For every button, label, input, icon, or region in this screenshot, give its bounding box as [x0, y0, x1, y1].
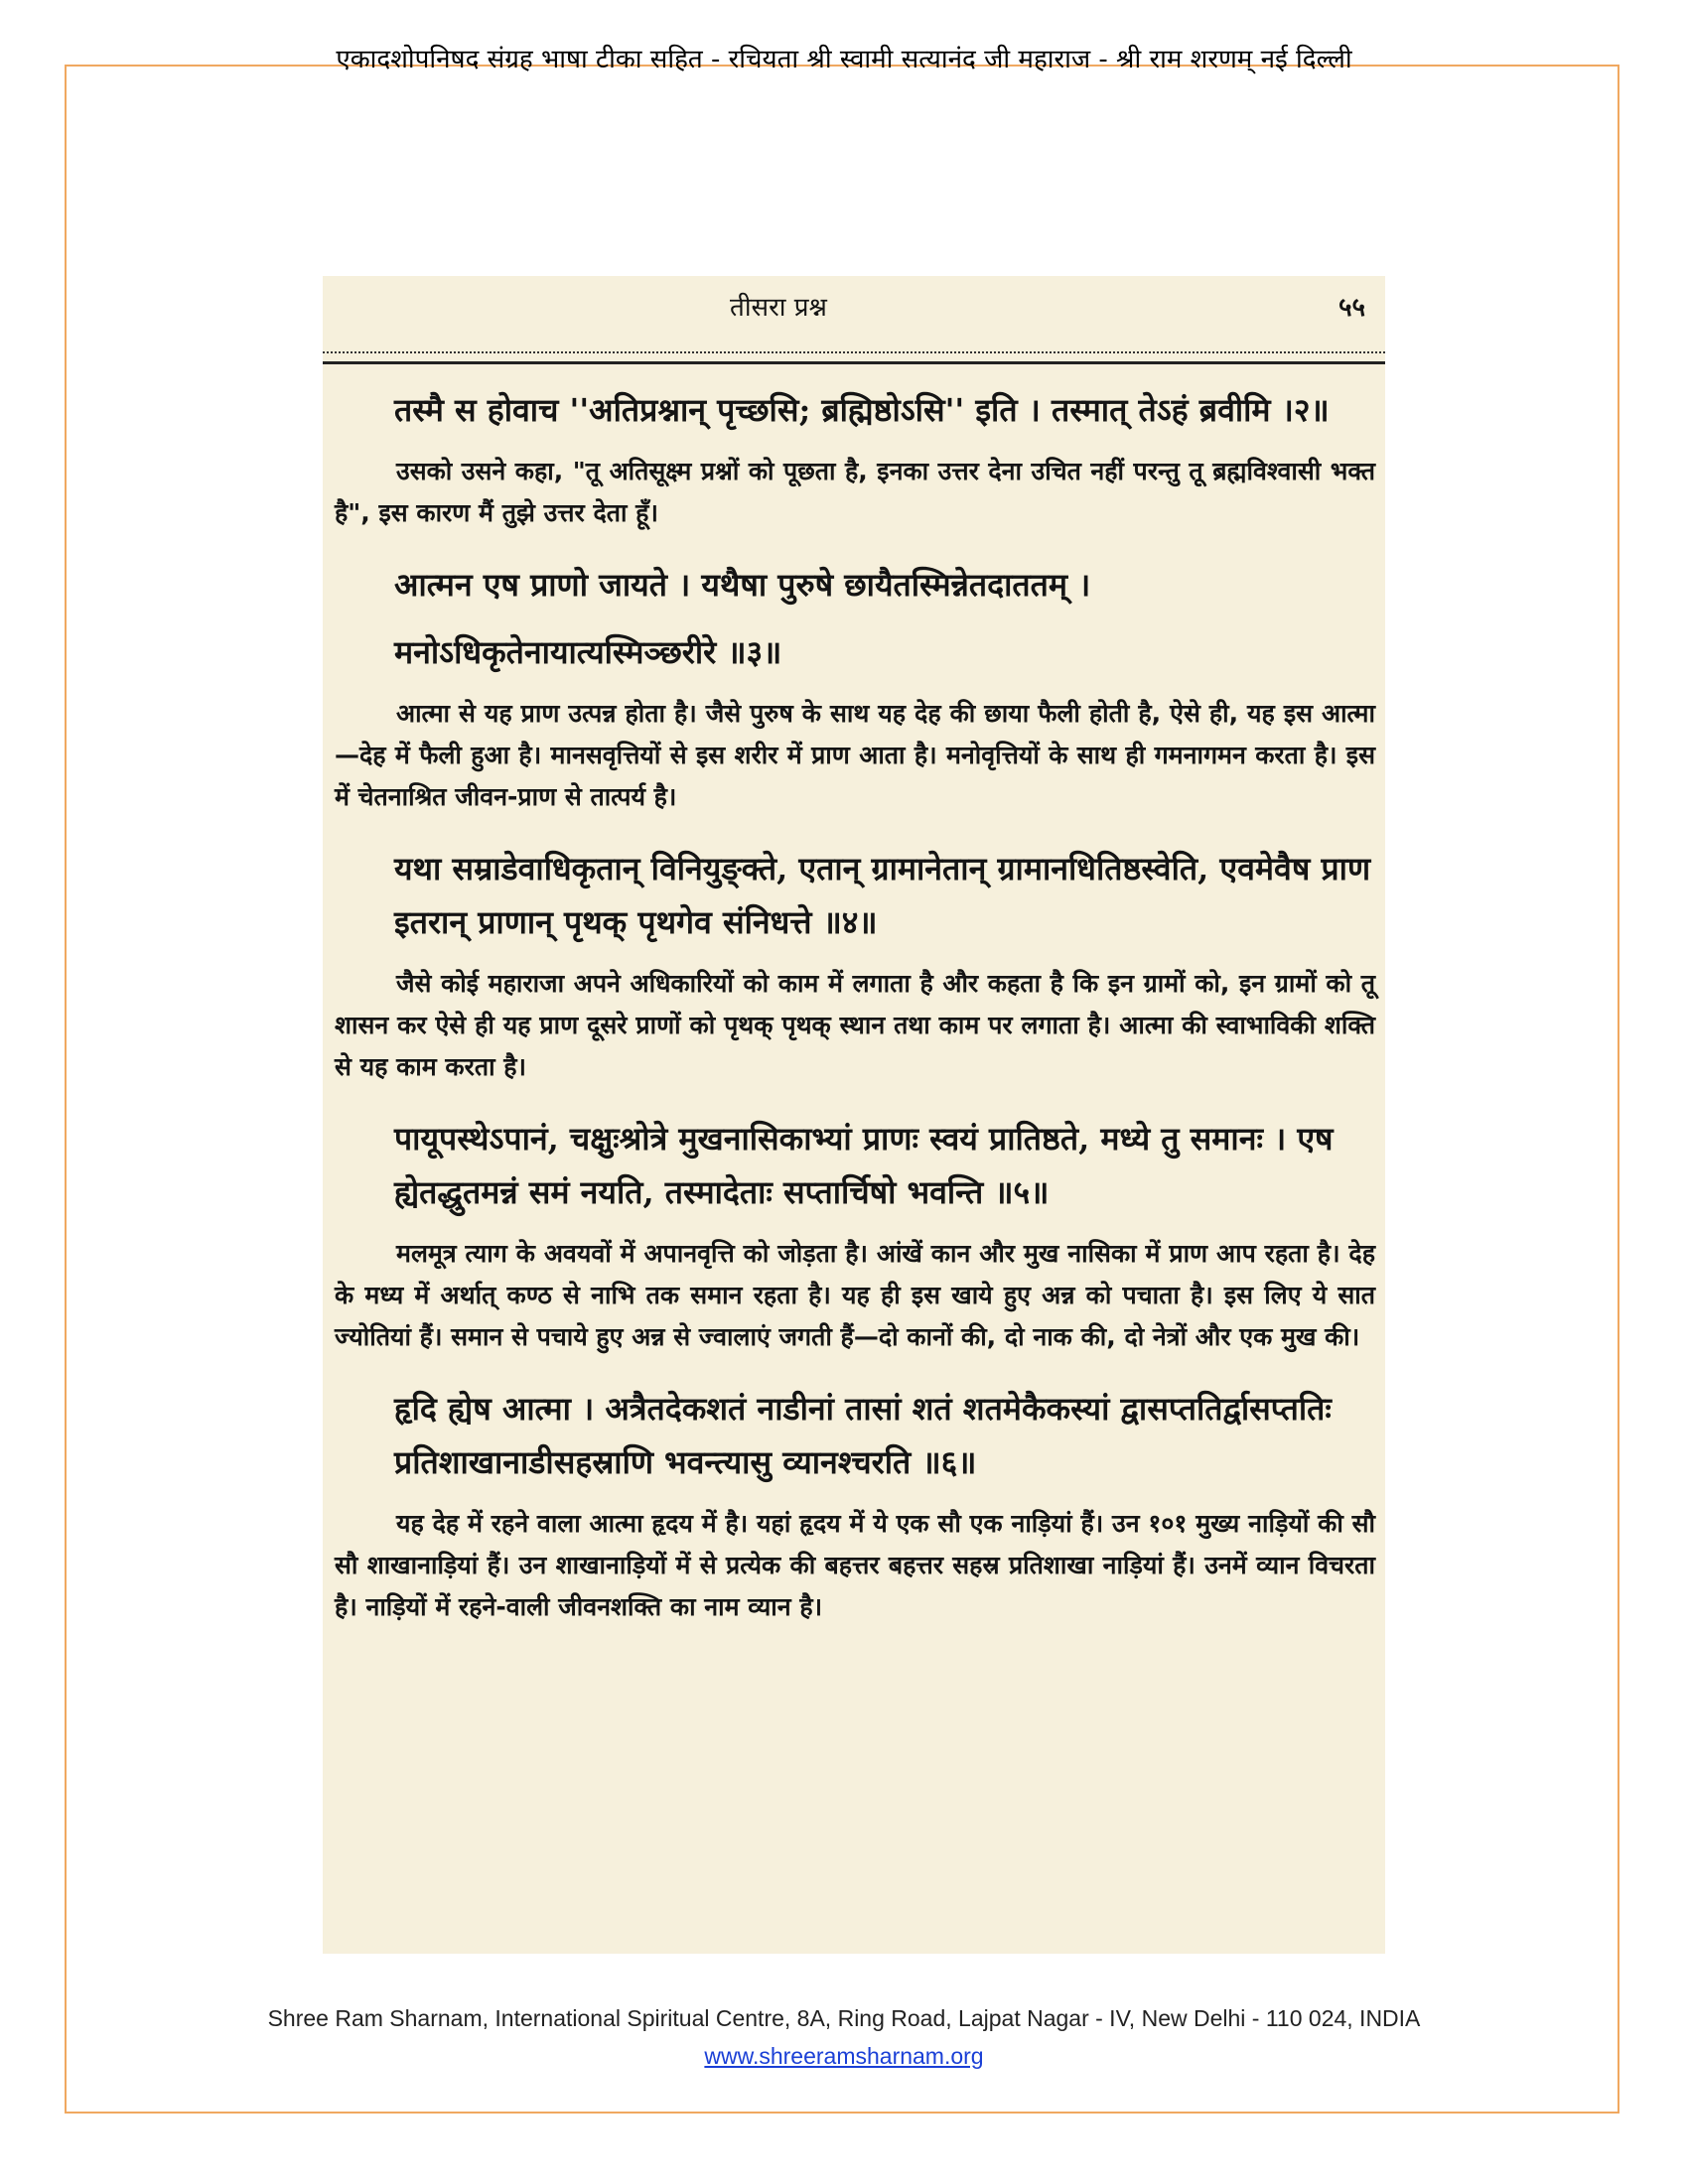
- translation-block: यह देह में रहने वाला आत्मा हृदय में है। यहां हृदय में ये एक सौ एक नाड़ियां हैं। उन १०१ मुख्य नाड़ियों की सौ सौ शाखानाड़ियां हैं। उन शाखानाड़ियों में से प्रत्येक की बहत्तर बहत्तर सहस्र प्रतिशाखा नाड़ियां हैं। उनमें व्यान विचरता है। नाड़ियों में रहने-वाली जीवनशक्ति का नाम व्यान है।: [335, 1509, 1375, 1621]
- translation-block: मलमूत्र त्याग के अवयवों में अपानवृत्ति को जोड़ता है। आंखें कान और मुख नासिका में प्राण आप रहता है। देह के मध्य में अर्थात् कण्ठ से नाभि तक समान रहता है। यह ही इस खाये हुए अन्न को पचाता है। इस लिए ये सात ज्योतियां हैं। समान से पचाये हुए अन्न से ज्वालाएं जगती हैं—दो कानों की, दो नाक की, दो नेत्रों और एक मुख की।: [335, 1239, 1375, 1351]
- running-title: तीसरा प्रश्न: [730, 293, 827, 323]
- footer-address: Shree Ram Sharnam, International Spiritual Centre, 8A, Ring Road, Lajpat Nagar - IV, New Delhi - 110 024, INDIA: [267, 2005, 1421, 2031]
- translation-block: उसको उसने कहा, "तू अतिसूक्ष्म प्रश्नों को पूछता है, इनका उत्तर देना उचित नहीं परन्तु तू ब्रह्मविश्वासी भक्त है", इस कारण मैं तुझे उत्तर देता हूँ।: [335, 457, 1375, 527]
- verse-block: आत्मन एष प्राणो जायते । यथैषा पुरुषे छायैतस्मिन्नेतदाततम् ।: [394, 566, 1091, 604]
- verse-block: मनोऽधिकृतेनायात्यस्मिञ्छरीरे ॥३॥: [394, 633, 782, 671]
- website-link[interactable]: www.shreeramsharnam.org: [704, 2043, 984, 2069]
- document-header: एकादशोपनिषद संग्रह भाषा टीका सहित - रचियता श्री स्वामी सत्यानंद जी महाराज - श्री राम शरणम् नई दिल्ली: [336, 45, 1352, 74]
- translation-block: आत्मा से यह प्राण उत्पन्न होता है। जैसे पुरुष के साथ यह देह की छाया फैली होती है, ऐसे ही, यह इस आत्मा—देह में फैली हुआ है। मानसवृत्तियों से इस शरीर में प्राण आता है। मनोवृत्तियों के साथ ही गमनागमन करता है। इस में चेतनाश्रित जीवन-प्राण से तात्पर्य है।: [335, 699, 1375, 811]
- scanned-page: [323, 276, 1385, 1954]
- verse-block: पायूपस्थेऽपानं, चक्षुःश्रोत्रे मुखनासिकाभ्यां प्राणः स्वयं प्रातिष्ठते, मध्ये तु समानः । एष ह्येतद्धुतमन्नं समं नयति, तस्मादेताः सप्तार्चिषो भवन्ति ॥५॥: [394, 1120, 1334, 1211]
- dotted-rule: [323, 351, 1385, 353]
- page-content: [335, 383, 1375, 1652]
- verse-block: यथा सम्राडेवाधिकृतान् विनियुङ्क्ते, एतान् ग्रामानेतान् ग्रामानधितिष्ठस्वेति, एवमेवैष प्राण इतरान् प्राणान् पृथक् पृथगेव संनिधत्ते ॥४॥: [394, 850, 1371, 941]
- verse-block: तस्मै स होवाच ''अतिप्रश्नान् पृच्छसि; ब्रह्मिष्ठोऽसि'' इति । तस्मात् तेऽहं ब्रवीमि ।२॥: [394, 391, 1330, 429]
- running-head: [323, 288, 1385, 328]
- page-number: ५५: [1337, 293, 1365, 323]
- footer-link-container: [0, 2043, 1688, 2070]
- translation-block: जैसे कोई महाराजा अपने अधिकारियों को काम में लगाता है और कहता है कि इन ग्रामों को, इन ग्रामों को तू शासन कर ऐसे ही यह प्राण दूसरे प्राणों को पृथक् पृथक् स्थान तथा काम पर लगाता है। आत्मा की स्वाभाविकी शक्ति से यह काम करता है।: [335, 969, 1375, 1081]
- solid-rule: [323, 361, 1385, 364]
- verse-block: हृदि ह्येष आत्मा । अत्रैतदेकशतं नाडीनां तासां शतं शतमेकैकस्यां द्वासप्ततिर्द्वासप्ततिः प्रतिशाखानाडीसहस्राणि भवन्त्यासु व्यानश्चरति ॥६॥: [394, 1390, 1332, 1481]
